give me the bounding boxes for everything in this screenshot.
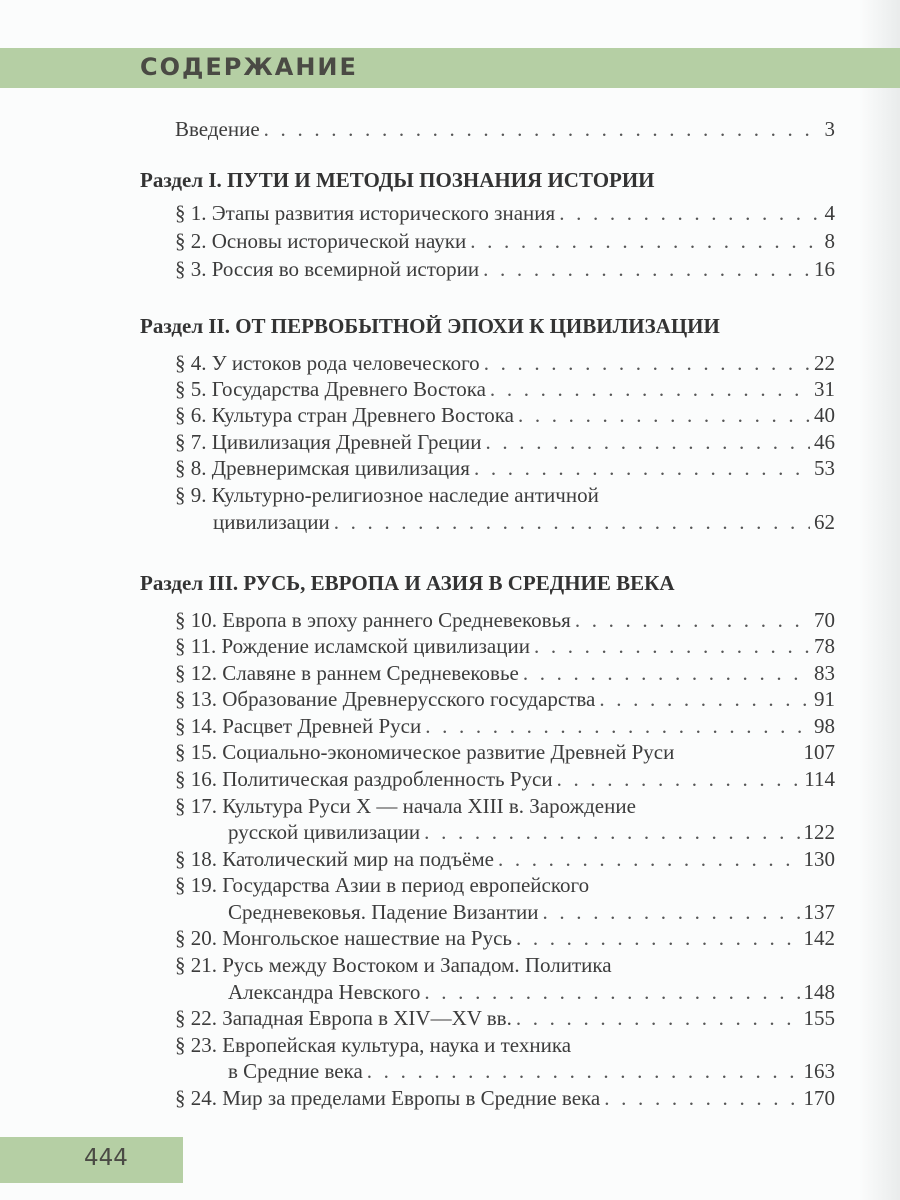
toc-entry-label: § 2. Основы исторической науки	[175, 229, 467, 253]
toc-entry-page: 155	[803, 1006, 835, 1030]
toc-entry-continuation[interactable]	[228, 819, 835, 845]
toc-entry-page: 40	[814, 403, 835, 427]
toc-entry-label: Александра Невского	[228, 980, 421, 1004]
header-band	[0, 48, 900, 88]
toc-entry-page: 16	[814, 257, 835, 281]
leader-dots	[425, 713, 810, 739]
page-title: СОДЕРЖАНИЕ	[140, 53, 358, 81]
toc-entry-page: 114	[804, 767, 835, 791]
toc-entry-label: в Средние века	[228, 1059, 363, 1083]
toc-entry-page: 91	[814, 687, 835, 711]
toc-entry-page: 4	[824, 201, 835, 225]
toc-entry-page: 3	[824, 117, 835, 141]
toc-entry-page: 22	[814, 351, 835, 375]
toc-entry[interactable]	[175, 350, 835, 376]
page-edge-shade	[860, 0, 900, 1200]
toc-entry[interactable]	[175, 766, 835, 792]
toc-entry[interactable]	[175, 1085, 835, 1111]
toc-entry-label: § 7. Цивилизация Древней Греции	[175, 430, 482, 454]
leader-dots	[424, 819, 799, 845]
leader-dots	[470, 228, 820, 254]
leader-dots	[516, 1005, 800, 1031]
toc-entry-intro[interactable]	[175, 116, 835, 142]
toc-entry-label: русской цивилизации	[228, 820, 421, 844]
toc-entry-label: § 20. Монгольское нашествие на Русь	[175, 926, 512, 950]
toc-entry-label: § 4. У истоков рода человеческого	[175, 351, 480, 375]
toc-entry[interactable]	[175, 633, 835, 659]
leader-dots	[516, 925, 800, 951]
toc-entry-label: § 6. Культура стран Древнего Востока	[175, 403, 514, 427]
toc-entry[interactable]	[175, 429, 835, 455]
toc-entry-label: § 11. Рождение исламской цивилизации	[175, 634, 530, 658]
toc-entry-label: § 13. Образование Древнерусского государства	[175, 687, 596, 711]
leader-dots	[518, 402, 810, 428]
toc-entry-label: § 10. Европа в эпоху раннего Средневековья	[175, 608, 571, 632]
toc-entry-label: § 16. Политическая раздробленность Руси	[175, 767, 553, 791]
toc-entry[interactable]	[175, 660, 835, 686]
leader-dots	[543, 899, 800, 925]
leader-dots	[604, 1085, 799, 1111]
toc-entry-label: § 15. Социально-экономическое развитие Древней Руси	[175, 740, 675, 764]
toc-entry[interactable]	[175, 256, 835, 282]
page-number: 444	[84, 1145, 128, 1171]
toc-entry-page: 46	[814, 430, 835, 454]
toc-entry-label: § 24. Мир за пределами Европы в Средние века	[175, 1086, 601, 1110]
leader-dots	[490, 376, 810, 402]
leader-dots	[599, 686, 810, 712]
toc-entry-label: § 12. Славяне в раннем Средневековье	[175, 661, 519, 685]
toc-entry-page: 137	[803, 900, 835, 924]
leader-dots	[483, 256, 810, 282]
toc-entry-page: 8	[824, 229, 835, 253]
toc-entry-page: 53	[814, 456, 835, 480]
toc-entry[interactable]	[175, 739, 835, 765]
toc-entry-label: цивилизации	[213, 510, 330, 534]
toc-entry[interactable]	[175, 228, 835, 254]
toc-entry-label: § 5. Государства Древнего Востока	[175, 377, 486, 401]
toc-entry-page: 130	[803, 847, 835, 871]
leader-dots	[264, 116, 821, 142]
toc-entry-page: 170	[803, 1086, 835, 1110]
toc-entry-page: 83	[814, 661, 835, 685]
toc-entry-label: § 3. Россия во всемирной истории	[175, 257, 480, 281]
section-heading-2: Раздел II. ОТ ПЕРВОБЫТНОЙ ЭПОХИ К ЦИВИЛИЗАЦИИ	[140, 314, 720, 338]
toc-entry-page: 142	[803, 926, 835, 950]
toc-entry-page: 148	[803, 980, 835, 1004]
toc-entry-continuation[interactable]	[228, 1058, 835, 1084]
toc-entry-page: 31	[814, 377, 835, 401]
toc-entry-continuation[interactable]	[228, 899, 835, 925]
toc-entry-label: § 18. Католический мир на подъёме	[175, 847, 494, 871]
toc-entry-continuation[interactable]	[228, 979, 835, 1005]
section-heading-3: Раздел III. РУСЬ, ЕВРОПА И АЗИЯ В СРЕДНИЕ ВЕКА	[140, 571, 675, 595]
toc-entry-label[interactable]: § 9. Культурно-религиозное наследие античной	[175, 483, 599, 507]
toc-entry-label: Введение	[175, 117, 260, 141]
toc-entry[interactable]	[175, 455, 835, 481]
toc-entry-page: 122	[803, 820, 835, 844]
leader-dots	[334, 509, 810, 535]
toc-entry[interactable]	[175, 925, 835, 951]
toc-entry[interactable]	[175, 376, 835, 402]
toc-entry-label[interactable]: § 23. Европейская культура, наука и техника	[175, 1033, 572, 1057]
toc-entry-label[interactable]: § 19. Государства Азии в период европейского	[175, 873, 590, 897]
toc-entry[interactable]	[175, 402, 835, 428]
leader-dots	[557, 766, 801, 792]
leader-dots	[534, 633, 810, 659]
toc-entry[interactable]	[175, 607, 835, 633]
leader-dots	[486, 429, 811, 455]
toc-entry-continuation[interactable]	[213, 509, 835, 535]
leader-dots	[575, 607, 810, 633]
toc-entry-page: 163	[803, 1059, 835, 1083]
toc-entry[interactable]	[175, 686, 835, 712]
leader-dots	[498, 846, 800, 872]
toc-entry-page: 98	[814, 714, 835, 738]
leader-dots	[523, 660, 810, 686]
toc-entry-page: 107	[803, 740, 835, 764]
leader-dots	[424, 979, 799, 1005]
leader-dots	[367, 1058, 800, 1084]
section-heading-1: Раздел I. ПУТИ И МЕТОДЫ ПОЗНАНИЯ ИСТОРИИ	[140, 168, 655, 192]
toc-entry-page: 62	[814, 510, 835, 534]
leader-dots	[559, 200, 820, 226]
toc-entry[interactable]	[175, 200, 835, 226]
toc-entry-label: § 22. Западная Европа в XIV—XV вв.	[175, 1006, 512, 1030]
toc-entry-label[interactable]: § 21. Русь между Востоком и Западом. Политика	[175, 953, 612, 977]
toc-entry-label[interactable]: § 17. Культура Руси X — начала XIII в. Зарождение	[175, 794, 636, 818]
toc-entry-label: § 14. Расцвет Древней Руси	[175, 714, 422, 738]
toc-entry[interactable]	[175, 1005, 835, 1031]
toc-entry[interactable]	[175, 713, 835, 739]
toc-entry-label: § 8. Древнеримская цивилизация	[175, 456, 470, 480]
leader-dots	[474, 455, 810, 481]
toc-entry-page: 70	[814, 608, 835, 632]
toc-entry-label: § 1. Этапы развития исторического знания	[175, 201, 556, 225]
toc-entry-page: 78	[814, 634, 835, 658]
toc-entry[interactable]	[175, 846, 835, 872]
toc-entry-label: Средневековья. Падение Византии	[228, 900, 539, 924]
leader-dots	[484, 350, 810, 376]
